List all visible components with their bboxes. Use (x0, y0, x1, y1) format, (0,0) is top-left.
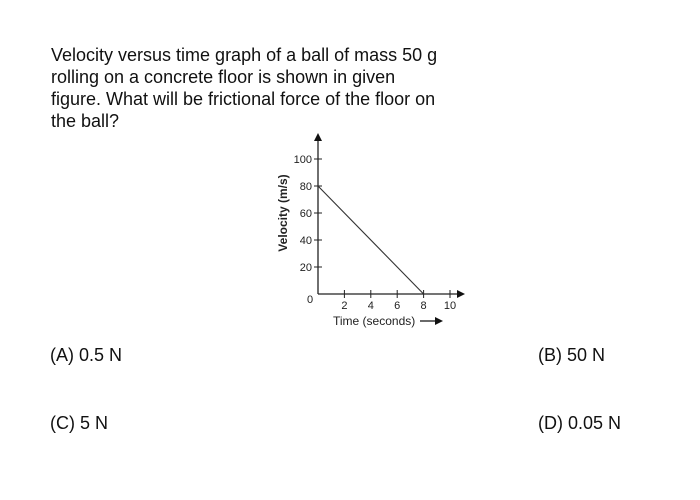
x-axis-label: Time (seconds) (333, 314, 416, 328)
option-c[interactable]: (C) 5 N (50, 413, 108, 433)
velocity-line (318, 186, 424, 294)
x-tick-label: 6 (394, 300, 401, 312)
y-tick-label: 60 (299, 208, 312, 220)
question-text (51, 44, 481, 132)
x-tick-label: 4 (367, 300, 374, 312)
x-axis-arrow (457, 290, 465, 298)
question-line: Velocity versus time graph of a ball of mass 50 g (51, 45, 438, 65)
y-tick-label: 100 (293, 154, 312, 166)
x-tick-label: 2 (341, 300, 348, 312)
y-tick-label: 20 (299, 262, 312, 274)
question-line: the ball? (51, 111, 120, 131)
origin-label: 0 (307, 294, 314, 306)
x-tick-label: 10 (443, 300, 457, 312)
y-axis-label: Velocity (m/s) (276, 174, 290, 252)
y-axis-arrow (314, 133, 322, 141)
option-b[interactable]: (B) 50 N (538, 345, 606, 365)
y-tick-label: 80 (299, 181, 312, 193)
option-a[interactable]: (A) 0.5 N (50, 345, 123, 365)
x-tick-label: 8 (420, 300, 427, 312)
question-line: rolling on a concrete floor is shown in given (51, 67, 396, 87)
option-d[interactable]: (D) 0.05 N (538, 413, 622, 433)
x-label-arrow-head (435, 317, 443, 325)
velocity-time-graph (265, 125, 505, 340)
question-line: figure. What will be frictional force of the floor on (51, 89, 436, 109)
y-tick-label: 40 (299, 235, 312, 247)
